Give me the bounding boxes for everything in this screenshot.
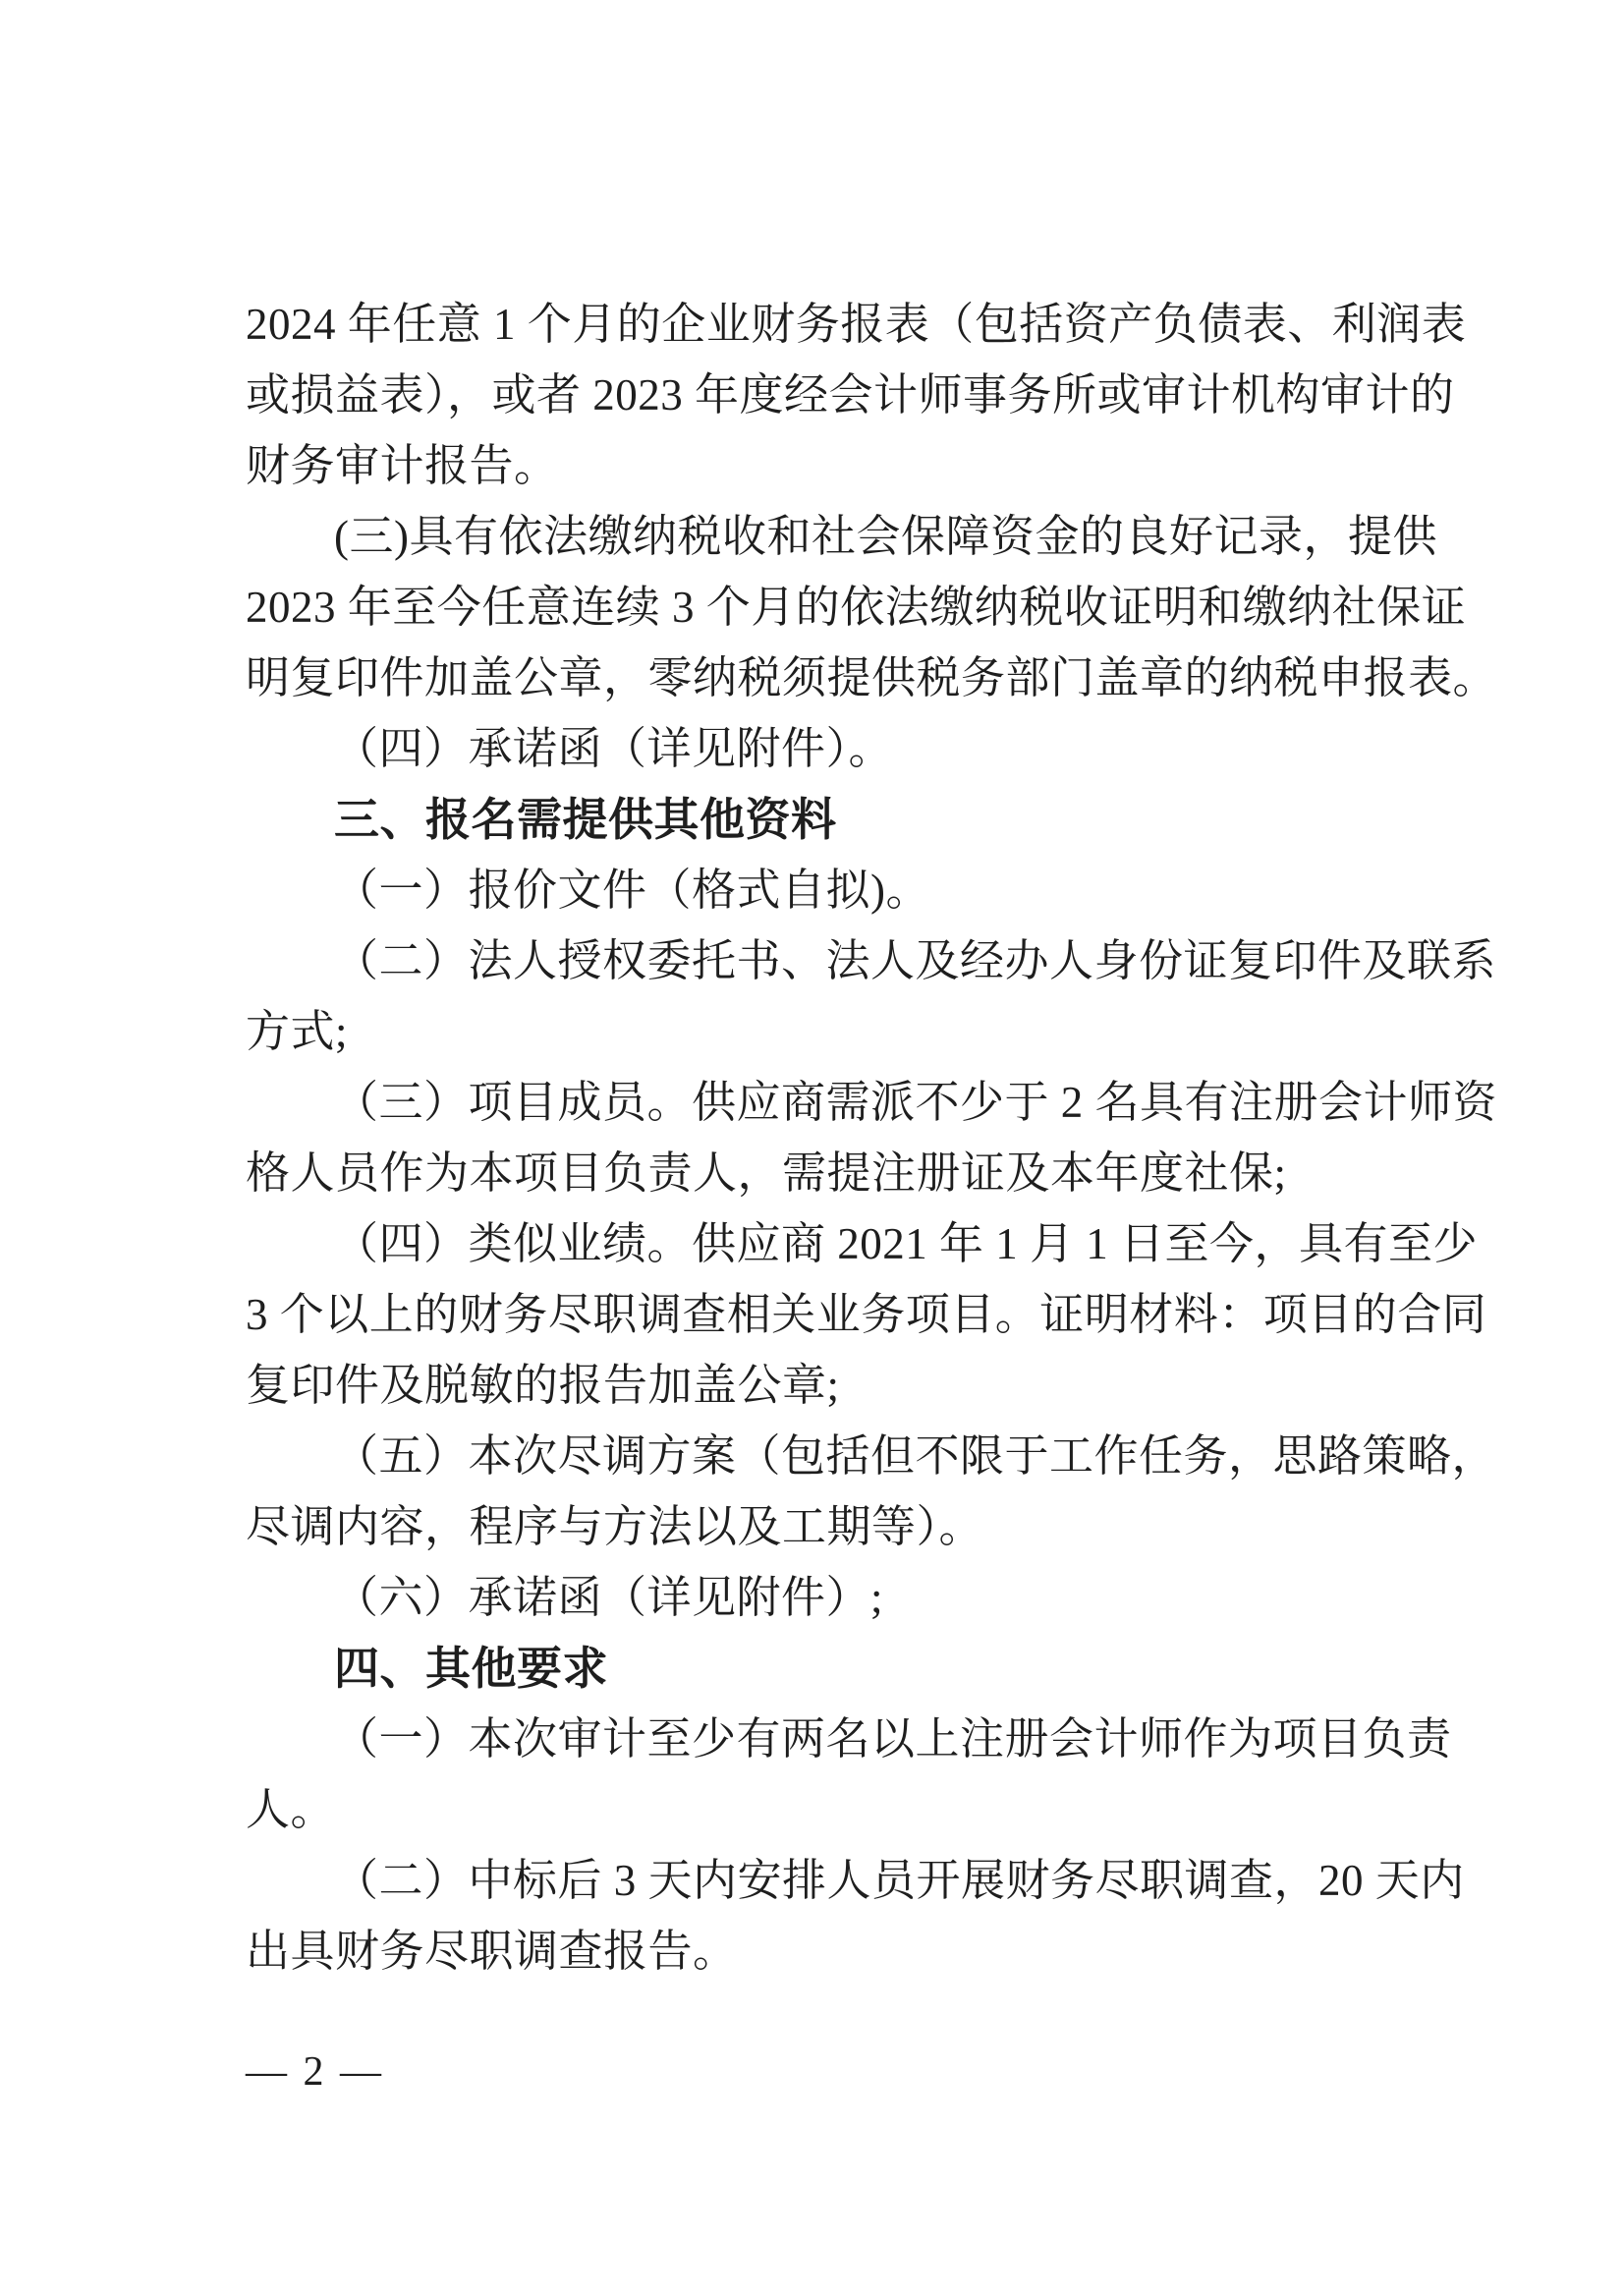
section-heading-four: 四、其他要求 <box>334 1643 608 1694</box>
text-line: （四）承诺函（详见附件）。 <box>334 724 894 773</box>
text-line: 3 个以上的财务尽职调查相关业务项目。证明材料：项目的合同 <box>246 1290 1487 1339</box>
text-line: 财务审计报告。 <box>246 441 559 490</box>
text-line: 或损益表），或者 2023 年度经会计师事务所或审计机构审计的 <box>246 370 1455 420</box>
text-line: 方式; <box>246 1007 349 1056</box>
text-line: 人。 <box>246 1785 336 1834</box>
document-body <box>246 289 1498 1987</box>
text-line: （三）项目成员。供应商需派不少于 2 名具有注册会计师资 <box>334 1078 1498 1127</box>
text-line: （六）承诺函（详见附件）; <box>334 1573 884 1622</box>
text-line: （五）本次尽调方案（包括但不限于工作任务，思路策略， <box>334 1431 1497 1481</box>
text-line: 出具财务尽职调查报告。 <box>246 1927 738 1976</box>
text-line: 2024 年任意 1 个月的企业财务报表（包括资产负债表、利润表 <box>246 300 1467 349</box>
text-line: 尽调内容，程序与方法以及工期等）。 <box>246 1502 984 1551</box>
text-line: (三)具有依法缴纳税收和社会保障资金的良好记录，提供 <box>334 512 1437 561</box>
text-line: （一）本次审计至少有两名以上注册会计师作为项目负责 <box>334 1714 1452 1763</box>
section-heading-three: 三、报名需提供其他资料 <box>334 794 837 845</box>
text-line: 2023 年至今任意连续 3 个月的依法缴纳税收证明和缴纳社保证 <box>246 583 1467 632</box>
text-line: （二）法人授权委托书、法人及经办人身份证复印件及联系 <box>334 936 1497 985</box>
text-line: （四）类似业绩。供应商 2021 年 1 月 1 日至今，具有至少 <box>334 1219 1479 1268</box>
page-number: — 2 — <box>246 2049 384 2095</box>
text-line: 格人员作为本项目负责人，需提注册证及本年度社保; <box>246 1148 1287 1198</box>
text-line: 明复印件加盖公章，零纳税须提供税务部门盖章的纳税申报表。 <box>246 653 1498 702</box>
text-line: （二）中标后 3 天内安排人员开展财务尽职调查，20 天内 <box>334 1856 1465 1905</box>
text-line: 复印件及脱敏的报告加盖公章; <box>246 1361 840 1410</box>
text-line: （一）报价文件（格式自拟)。 <box>334 866 930 915</box>
